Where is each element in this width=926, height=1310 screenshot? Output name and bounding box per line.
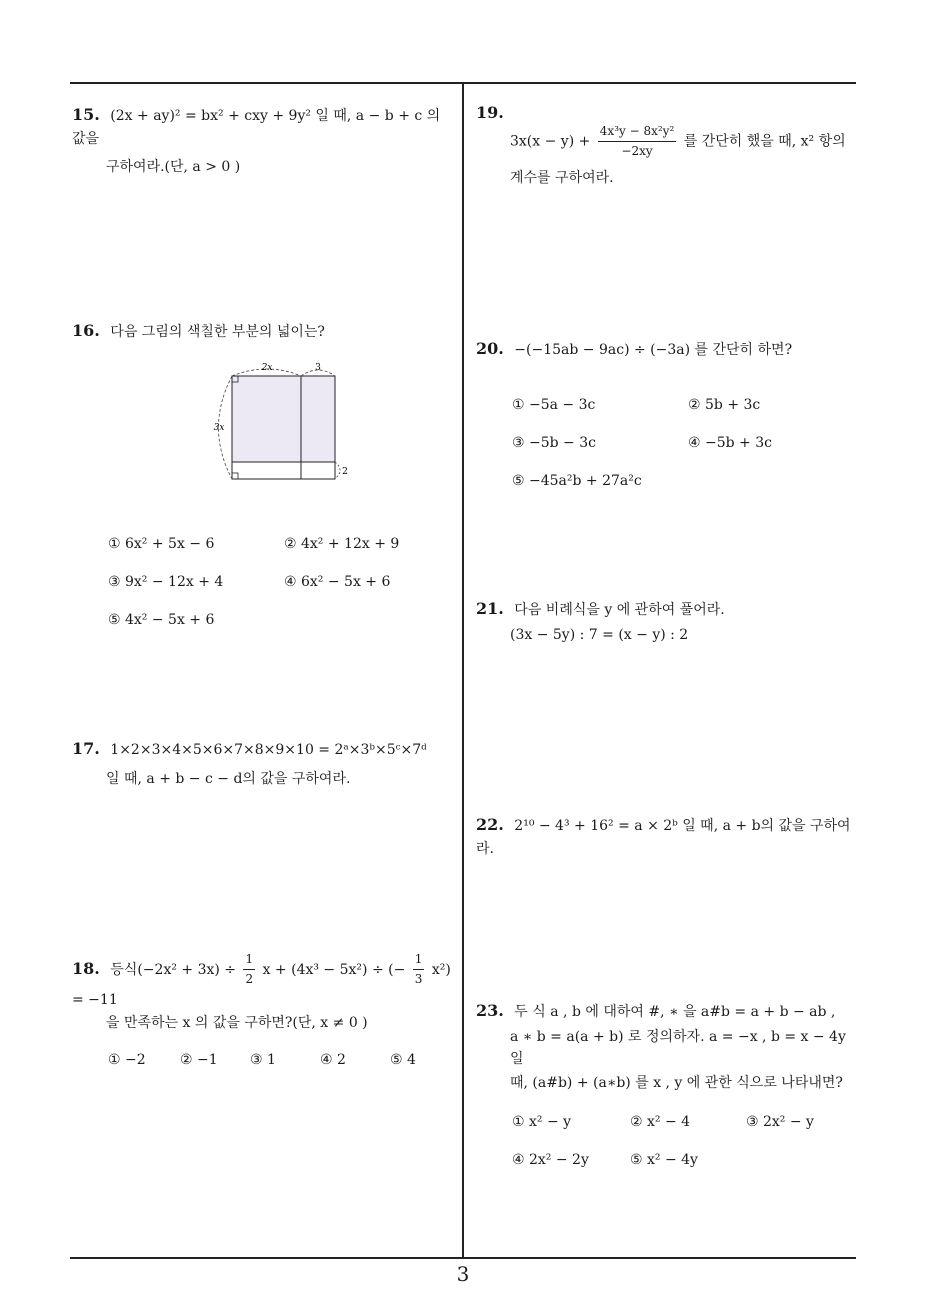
choice-3[interactable]: ③ 1 xyxy=(250,1052,276,1068)
choice-5[interactable]: ⑤ 4 xyxy=(390,1052,416,1068)
choice-3[interactable]: ③ 9x² − 12x + 4 xyxy=(108,574,224,590)
question-number: 15. xyxy=(72,105,100,124)
question-20 xyxy=(476,336,860,362)
dim-arc-2 xyxy=(335,462,340,479)
question-text xyxy=(72,952,451,1009)
question-text: 1×2×3×4×5×6×7×8×9×10 = 2ᵃ×3ᵇ×5ᶜ×7ᵈ xyxy=(110,742,427,758)
choice-2[interactable]: ② 5b + 3c xyxy=(688,397,761,413)
choice-2[interactable]: ② 4x² + 12x + 9 xyxy=(284,536,400,552)
question-text xyxy=(476,122,860,161)
choice-1[interactable]: ① 6x² + 5x − 6 xyxy=(108,536,215,552)
choice-1[interactable]: ① x² − y xyxy=(512,1114,572,1130)
question-number: 19. xyxy=(476,103,504,122)
label-3: 3 xyxy=(315,363,321,373)
expr-part: 를 간단히 했을 때, x² 항의 xyxy=(683,133,846,150)
question-number: 21. xyxy=(476,599,504,618)
question-number: 22. xyxy=(476,815,504,834)
choice-2[interactable]: ② −1 xyxy=(180,1052,218,1068)
frac-den: 3 xyxy=(414,972,423,987)
column-divider xyxy=(462,84,464,1258)
question-text: 다음 비례식을 y 에 관하여 풀어라. xyxy=(514,602,725,618)
question-number: 16. xyxy=(72,321,100,340)
fraction-1-3 xyxy=(413,950,425,989)
frac-num: 1 xyxy=(243,950,255,970)
q23-choices xyxy=(512,1114,856,1174)
question-21 xyxy=(476,596,860,646)
choice-4[interactable]: ④ 6x² − 5x + 6 xyxy=(284,574,391,590)
question-text: −(−15ab − 9ac) ÷ (−3a) 를 간단히 하면? xyxy=(514,342,793,358)
expr-part: 등식(−2x² + 3x) ÷ xyxy=(110,961,237,978)
question-text-line2: 을 만족하는 x 의 값을 구하면?(단, x ≠ 0 ) xyxy=(106,1014,368,1031)
question-16 xyxy=(72,318,458,344)
choice-4[interactable]: ④ −5b + 3c xyxy=(688,435,772,451)
question-number: 17. xyxy=(72,739,100,758)
frac-num: 1 xyxy=(413,950,425,970)
question-text-line3: 때, (a#b) + (a∗b) 를 x , y 에 관한 식으로 나타내면? xyxy=(510,1075,843,1092)
choice-5[interactable]: ⑤ 4x² − 5x + 6 xyxy=(108,612,215,628)
q20-choices xyxy=(512,397,856,497)
label-2x: 2x xyxy=(261,363,273,373)
choice-5[interactable]: ⑤ x² − 4y xyxy=(630,1152,698,1168)
fraction xyxy=(598,122,676,161)
question-17 xyxy=(72,736,458,790)
choice-1[interactable]: ① −5a − 3c xyxy=(512,397,596,413)
question-text-line2: 계수를 구하여라. xyxy=(510,169,614,186)
question-text-line2: 구하여라.(단, a > 0 ) xyxy=(106,158,241,175)
question-number: 20. xyxy=(476,339,504,358)
choice-5[interactable]: ⑤ −45a²b + 27a²c xyxy=(512,473,642,489)
question-19 xyxy=(476,100,860,189)
q18-choices xyxy=(108,1052,458,1076)
question-text-line2: (3x − 5y) : 7 = (x − y) : 2 xyxy=(510,626,689,643)
frac-num: 4x³y − 8x²y² xyxy=(598,122,676,142)
fraction-1-2 xyxy=(243,950,255,989)
question-text: 다음 그림의 색칠한 부분의 넓이는? xyxy=(110,324,325,340)
question-number: 23. xyxy=(476,1001,504,1020)
expr-part: x²) = −11 xyxy=(72,961,451,1009)
shaded-region xyxy=(232,376,335,462)
question-text-line2: a ∗ b = a(a + b) 로 정의하자. a = −x , b = x − 4y 일 xyxy=(510,1028,846,1067)
label-2: 2 xyxy=(342,467,348,477)
choice-4[interactable]: ④ 2x² − 2y xyxy=(512,1152,589,1168)
frac-den: −2xy xyxy=(621,143,653,158)
choice-3[interactable]: ③ −5b − 3c xyxy=(512,435,596,451)
question-15 xyxy=(72,102,458,178)
frac-den: 2 xyxy=(245,972,254,987)
label-3x: 3x xyxy=(213,423,225,433)
q16-choices xyxy=(108,536,458,636)
question-text: (2x + ay)² = bx² + cxy + 9y² 일 때, a − b + c 의 값을 xyxy=(72,108,441,147)
bottom-rule xyxy=(70,1257,856,1259)
right-angle-mark xyxy=(232,473,238,479)
question-23 xyxy=(476,998,860,1095)
choice-3[interactable]: ③ 2x² − y xyxy=(746,1114,814,1130)
choice-2[interactable]: ② x² − 4 xyxy=(630,1114,691,1130)
question-18 xyxy=(72,950,460,1034)
question-text-line2: 일 때, a + b − c − d의 값을 구하여라. xyxy=(106,770,351,787)
page-number: 3 xyxy=(456,1262,470,1286)
expr-part: 3x(x − y) + xyxy=(510,133,591,150)
choice-4[interactable]: ④ 2 xyxy=(320,1052,346,1068)
question-22 xyxy=(476,812,860,860)
question-text: 2¹⁰ − 4³ + 16² = a × 2ᵇ 일 때, a + b의 값을 구하여라. xyxy=(476,818,851,857)
choice-1[interactable]: ① −2 xyxy=(108,1052,146,1068)
expr-part: x + (4x³ − 5x²) ÷ (− xyxy=(262,961,406,978)
rectangle-figure xyxy=(205,358,355,486)
question-text: 두 식 a , b 에 대하여 #, ∗ 을 a#b = a + b − ab , xyxy=(514,1004,836,1020)
question-number: 18. xyxy=(72,958,100,978)
